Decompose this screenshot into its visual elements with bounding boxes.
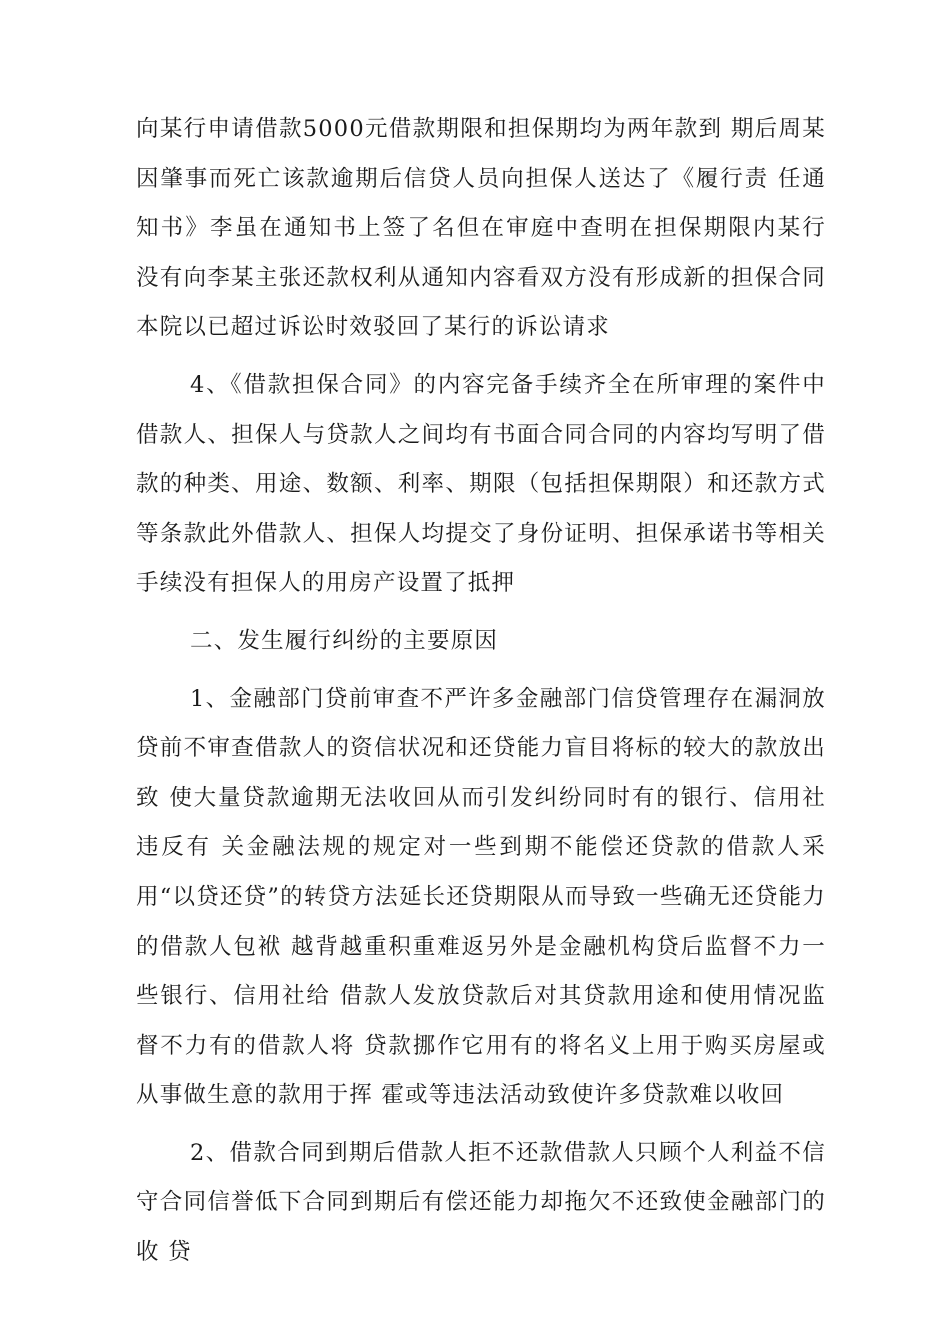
document-body: [136, 105, 826, 1286]
paragraph-item-2-refusal-to-repay: 2、借款合同到期后借款人拒不还款借款人只顾个人利益不信守合同信誉低下合同到期后有偿还能力却拖欠不还致使金融部门的收 贷: [136, 1139, 826, 1266]
paragraph-continuation: 向某行申请借款5000元借款期限和担保期均为两年款到 期后周某因肇事而死亡该款逾期后信贷人员向担保人送达了《履行责 任通知书》李虽在通知书上签了名但在审庭中查明在担保期限内某行 没有向李某主张还款权利从通知内容看双方没有形成新的担保合同 本院以已超过诉讼时效驳回了某行的诉讼请求: [136, 116, 826, 341]
paragraph-item-4-loan-contract: 4、《借款担保合同》的内容完备手续齐全在所审理的案件中借款人、担保人与贷款人之间均有书面合同合同的内容均写明了借款的种类、用途、数额、利率、期限（包括担保期限）和还款方式等条款此外借款人、担保人均提交了身份证明、担保承诺书等相关手续没有担保人的用房产设置了抵押: [136, 371, 826, 597]
paragraph-item-1-loan-review: 1、金融部门贷前审查不严许多金融部门信贷管理存在漏洞放贷前不审查借款人的资信状况和还贷能力盲目将标的较大的款放出致 使大量贷款逾期无法收回从而引发纠纷同时有的银行、信用社违反有 关金融法规的规定对一些到期不能偿还贷款的借款人采用“以贷还贷”的转贷方法延长还贷期限从而导致一些确无还贷能力的借款人包袱 越背越重积重难返另外是金融机构贷后监督不力一些银行、信用社给 借款人发放贷款后对其贷款用途和使用情况监督不力有的借款人将 贷款挪作它用有的将名义上用于购买房屋或从事做生意的款用于挥 霍或等违法活动致使许多贷款难以收回: [136, 685, 826, 1109]
section-heading-dispute-causes: 二、发生履行纠纷的主要原因: [190, 627, 499, 654]
